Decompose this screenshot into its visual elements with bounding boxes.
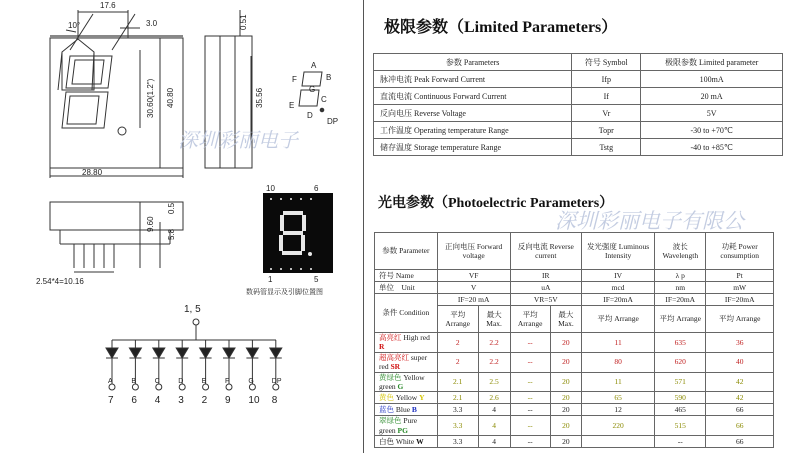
cell: 635 [655, 333, 706, 353]
col-header: 发光强度 Luminous Intensity [582, 233, 655, 270]
watermark: 深圳彩丽电子 [178, 128, 298, 152]
table-row [374, 139, 783, 156]
row-label [375, 352, 438, 372]
col-header: 符号 Symbol [572, 54, 641, 71]
col-header: 功耗 Power consumption [706, 233, 774, 270]
cell: -- [510, 333, 550, 353]
diode-pin-number: 9 [225, 395, 231, 406]
color-code: R [379, 342, 385, 352]
table-row [375, 333, 774, 353]
cell: -30 to +70℃ [641, 122, 783, 139]
cell: 42 [706, 372, 774, 392]
cell: IF=20 mA [437, 294, 510, 306]
cell: 220 [582, 416, 655, 436]
cell: 2.1 [437, 392, 478, 404]
limited-parameters-table [373, 53, 783, 156]
pin-bottom-right: 5 [314, 275, 319, 284]
cell: 2.2 [478, 352, 510, 372]
cell: 2.6 [478, 392, 510, 404]
cell: IV [582, 270, 655, 282]
cell: 20 [550, 372, 581, 392]
seg-label-f: F [292, 75, 297, 84]
cell: -- [510, 372, 550, 392]
dim-28-80: 28.80 [82, 168, 103, 177]
cell: 3.3 [437, 436, 478, 448]
seg-label-a: A [311, 61, 317, 70]
cell: mW [706, 282, 774, 294]
row-label [375, 392, 438, 404]
cell: -- [510, 392, 550, 404]
color-code: PG [397, 425, 408, 435]
cell: IR [510, 270, 582, 282]
cell: 2.1 [437, 372, 478, 392]
cell: 2.5 [478, 372, 510, 392]
photoelectric-parameters-table [374, 232, 774, 448]
cell: 20 [550, 352, 581, 372]
dim-5-8: 5.8 [167, 228, 176, 240]
color-name-cn: 蓝色 [379, 405, 394, 415]
color-name-en: White [395, 436, 415, 446]
cell: 4 [478, 416, 510, 436]
cell: IF=20mA [655, 294, 706, 306]
cell: 42 [706, 392, 774, 404]
seg-label-e: E [289, 101, 295, 110]
col-header: 参数 Parameters [374, 54, 572, 71]
color-name-cn: 超高亮红 [379, 352, 409, 362]
col-header: 波长 Wavelength [655, 233, 706, 270]
cell: -- [510, 416, 550, 436]
diode-segment-label: C [154, 378, 160, 385]
row-label: 符号 Name [375, 270, 438, 282]
dim-3-0: 3.0 [146, 19, 158, 28]
bottom-view-outline [50, 202, 183, 230]
dim-9-60: 9.60 [146, 216, 155, 232]
dim-30-60: 30.60(1.2") [146, 78, 155, 118]
row-label: 条件 Condition [375, 294, 438, 333]
cell: 2.2 [478, 333, 510, 353]
table-row [374, 71, 783, 88]
cell: Tstg [572, 139, 641, 156]
cell: 3.3 [437, 404, 478, 416]
color-code: G [397, 381, 404, 391]
cell: 平均 Arrange [706, 306, 774, 333]
dim-0-5: 0.5 [167, 202, 176, 214]
cell: 脉冲电流 Peak Forward Current [374, 71, 572, 88]
cell: Vr [572, 105, 641, 122]
cell: 100mA [641, 71, 783, 88]
cell: 40 [706, 352, 774, 372]
mechanical-drawing [0, 0, 360, 453]
cell: 465 [655, 404, 706, 416]
table-row [375, 392, 774, 404]
color-name-cn: 翠绿色 [379, 416, 402, 426]
diode-pin-number: 7 [108, 395, 114, 406]
color-name-en: super red [379, 352, 428, 372]
cell: 66 [706, 436, 774, 448]
cell: 最大 Max. [550, 306, 581, 333]
cell: VR=5V [510, 294, 582, 306]
cell: 11 [582, 372, 655, 392]
cell: 2 [437, 352, 478, 372]
row-label [375, 416, 438, 436]
diode [153, 340, 165, 406]
row-label [375, 436, 438, 448]
cell: λ p [655, 270, 706, 282]
cell: VF [437, 270, 510, 282]
table-row [375, 416, 774, 436]
side-view-outline [205, 36, 252, 168]
circuit-diagram [106, 340, 282, 406]
diode-pin-number: 10 [248, 395, 260, 406]
color-code: Y [419, 393, 425, 403]
diode-pin-number: 6 [131, 395, 137, 406]
color-name-en: Blue [395, 405, 411, 415]
col-header: 参数 Parameter [375, 233, 438, 270]
cell: 20 [550, 404, 581, 416]
color-name-en: Yellow [395, 393, 418, 403]
diode-segment-label: D [178, 378, 184, 385]
cell: 20 [550, 392, 581, 404]
dim-0-51: 0.51 [239, 14, 248, 30]
cell: 反向电压 Reverse Voltage [374, 105, 572, 122]
color-name-en: High red [403, 333, 430, 342]
seg-label-dp: DP [327, 117, 339, 126]
limited-parameters-title: 极限参数（Limited Parameters） [384, 19, 618, 36]
color-name-cn: 高亮红 [379, 333, 402, 342]
cell: 66 [706, 416, 774, 436]
col-header: 极限参数 Limited parameter [641, 54, 783, 71]
col-header: 反向电流 Reverse current [510, 233, 582, 270]
table-row [375, 436, 774, 448]
cell: 80 [582, 352, 655, 372]
cell: -40 to +85℃ [641, 139, 783, 156]
row-label [375, 372, 438, 392]
seg-label-b: B [326, 73, 332, 82]
diode [200, 340, 212, 406]
cell: 515 [655, 416, 706, 436]
color-name-en: Pure green [379, 416, 418, 435]
table-row [375, 404, 774, 416]
cell: 11 [582, 333, 655, 353]
diode-segment-label: F [225, 378, 230, 385]
color-code: B [411, 405, 417, 415]
cell: Ifp [572, 71, 641, 88]
cell: -- [510, 404, 550, 416]
cell: Pt [706, 270, 774, 282]
cell: 20 mA [641, 88, 783, 105]
row-label [375, 404, 438, 416]
color-name-cn: 白色 [379, 436, 394, 446]
seg-label-d: D [307, 111, 313, 120]
cell: -- [510, 436, 550, 448]
table-row [374, 122, 783, 139]
dim-17-6: 17.6 [100, 1, 116, 10]
cell: If [572, 88, 641, 105]
pin-caption: 数码管显示及引脚位置图 [246, 289, 323, 296]
cell: 平均 Arrange [582, 306, 655, 333]
diode-pin-number: 3 [178, 395, 184, 406]
dim-10-deg: 10° [68, 21, 81, 30]
cell: 620 [655, 352, 706, 372]
cell: -- [655, 436, 706, 448]
pin-top-left: 10 [266, 184, 275, 193]
color-name-en: Yellow green [379, 372, 425, 391]
common-pins: 1, 5 [184, 304, 201, 315]
table-row [374, 105, 783, 122]
color-name-cn: 黄色 [379, 393, 394, 403]
diode [106, 340, 118, 406]
dim-35-56: 35.56 [255, 87, 264, 108]
diode-segment-label: A [108, 378, 113, 385]
section-divider [363, 0, 364, 453]
cell: 平均 Arrange [655, 306, 706, 333]
cell: Topr [572, 122, 641, 139]
diode-pin-number: 4 [154, 395, 161, 406]
color-code: W [416, 436, 424, 446]
cell: 3.3 [437, 416, 478, 436]
cell: 平均 Arrange [510, 306, 550, 333]
photoelectric-parameters-title: 光电参数（Photoelectric Parameters） [378, 196, 614, 211]
diode [246, 340, 260, 406]
table-row [375, 352, 774, 372]
cell: 12 [582, 404, 655, 416]
seg-label-g: G [309, 85, 316, 94]
seg-label-c: C [321, 95, 327, 104]
diode-segment-label: E [201, 378, 207, 385]
cell: mcd [582, 282, 655, 294]
diode-segment-label: G [248, 378, 254, 385]
cell: nm [655, 282, 706, 294]
row-label: 单位 Unit [375, 282, 438, 294]
cell: 最大 Max. [478, 306, 510, 333]
row-label [375, 333, 438, 353]
dim-pin-pitch: 2.54*4=10.16 [36, 277, 84, 286]
diode-pin-number: 8 [271, 395, 278, 406]
cell: 36 [706, 333, 774, 353]
cell: -- [510, 352, 550, 372]
table-row [374, 88, 783, 105]
diode [223, 340, 235, 406]
cell: IF=20mA [582, 294, 655, 306]
cell: 2 [437, 333, 478, 353]
cell: 储存温度 Storage temperature Range [374, 139, 572, 156]
pin-top-right: 6 [314, 184, 319, 193]
cell: 571 [655, 372, 706, 392]
cell: 20 [550, 416, 581, 436]
watermark: 深圳彩丽电子有限公 [555, 209, 744, 233]
diode-pin-number: 2 [201, 395, 208, 406]
color-code: SR [390, 362, 401, 372]
cell: 5V [641, 105, 783, 122]
cell: 20 [550, 436, 581, 448]
color-name-cn: 黄绿色 [379, 372, 402, 382]
cell: 66 [706, 404, 774, 416]
diode [129, 340, 141, 406]
table-row [375, 372, 774, 392]
cell: 直流电流 Continuous Forward Current [374, 88, 572, 105]
cell: 4 [478, 436, 510, 448]
diode [270, 340, 282, 406]
diode-segment-label: DP [271, 378, 282, 385]
cell: 平均 Arrange [437, 306, 478, 333]
cell: 4 [478, 404, 510, 416]
cell: IF=20mA [706, 294, 774, 306]
cell: 65 [582, 392, 655, 404]
cell: 工作温度 Operating temperature Range [374, 122, 572, 139]
cell [582, 436, 655, 448]
diode-segment-label: B [131, 378, 137, 385]
cell: V [437, 282, 510, 294]
cell: uA [510, 282, 582, 294]
pin-bottom-left: 1 [268, 275, 273, 284]
col-header: 正向电压 Forward voltage [437, 233, 510, 270]
cell: 590 [655, 392, 706, 404]
cell: 20 [550, 333, 581, 353]
dim-40-80: 40.80 [166, 87, 175, 108]
diode [176, 340, 188, 406]
